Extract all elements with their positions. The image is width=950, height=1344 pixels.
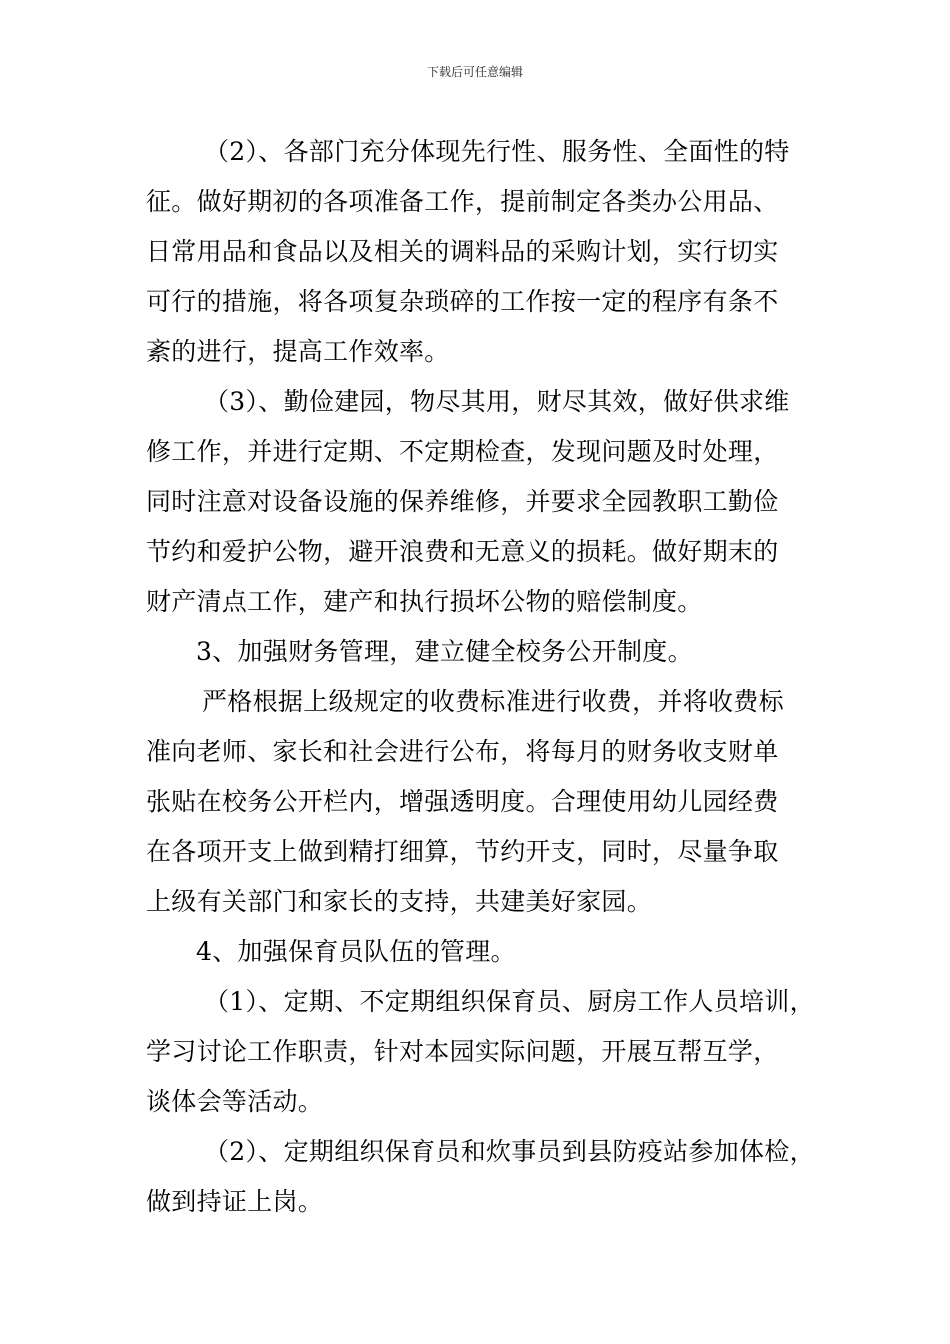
- paragraph-line: 张贴在校务公开栏内，增强透明度。合理使用幼儿园经费: [146, 787, 779, 816]
- section-heading: 3、加强财务管理，建立健全校务公开制度。: [196, 637, 693, 666]
- paragraph-line: 上级有关部门和家长的支持，共建美好家园。: [146, 887, 653, 916]
- document-body: [146, 127, 815, 1227]
- paragraph-line: 准向老师、家长和社会进行公布，将每月的财务收支财单: [146, 737, 779, 766]
- paragraph-line: 修工作，并进行定期、不定期检查，发现问题及时处理，: [146, 437, 779, 466]
- paragraph-line: 日常用品和食品以及相关的调料品的采购计划，实行切实: [146, 237, 779, 266]
- paragraph-line: 在各项开支上做到精打细算，节约开支，同时，尽量争取: [146, 837, 779, 866]
- paragraph-line: 节约和爱护公物，避开浪费和无意义的损耗。做好期末的: [146, 537, 779, 566]
- section-heading: 4、加强保育员队伍的管理。: [196, 937, 516, 966]
- paragraph-line: （2）、定期组织保育员和炊事员到县防疫站参加体检，: [204, 1137, 815, 1166]
- page-header: 下载后可任意编辑: [426, 65, 523, 79]
- paragraph-line: （1）、定期、不定期组织保育员、厨房工作人员培训，: [204, 987, 815, 1016]
- paragraph-line: 学习讨论工作职责，针对本园实际问题，开展互帮互学，: [146, 1037, 779, 1066]
- paragraph-line: 征。做好期初的各项准备工作，提前制定各类办公用品、: [146, 187, 779, 216]
- paragraph-line: 做到持证上岗。: [146, 1187, 324, 1216]
- paragraph-line: 谈体会等活动。: [146, 1087, 324, 1116]
- paragraph-line: （2）、各部门充分体现先行性、服务性、全面性的特: [204, 137, 790, 166]
- paragraph-line: 财产清点工作，建产和执行损坏公物的赔偿制度。: [146, 587, 703, 616]
- paragraph-line: 紊的进行，提高工作效率。: [146, 337, 450, 366]
- paragraph-line: 严格根据上级规定的收费标准进行收费，并将收费标: [202, 687, 784, 716]
- paragraph-line: 可行的措施，将各项复杂琐碎的工作按一定的程序有条不: [146, 287, 779, 316]
- paragraph-line: （3）、勤俭建园，物尽其用，财尽其效，做好供求维: [204, 387, 790, 416]
- paragraph-line: 同时注意对设备设施的保养维修，并要求全园教职工勤俭: [146, 487, 779, 516]
